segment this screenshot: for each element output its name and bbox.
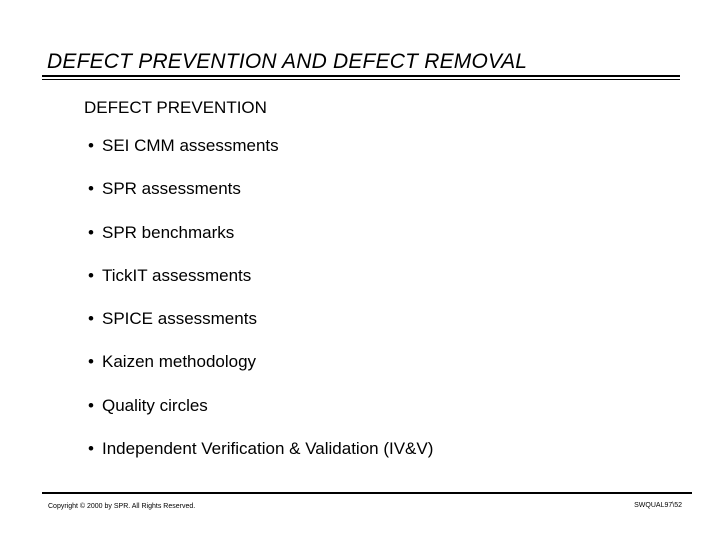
bullet-item: [88, 222, 433, 265]
bullet-list: [88, 135, 433, 481]
bullet-item: [88, 438, 433, 481]
bullet-icon: •: [88, 222, 94, 242]
bullet-text: Kaizen methodology: [102, 352, 257, 372]
slide-code: SWQUAL97\52: [634, 502, 682, 509]
bullet-icon: •: [88, 395, 94, 415]
bullet-item: [88, 395, 433, 438]
bullet-icon: •: [88, 179, 94, 199]
footer-divider: [42, 492, 692, 494]
slide-title: DEFECT PREVENTION AND DEFECT REMOVAL: [47, 50, 528, 73]
title-divider-thin: [42, 79, 680, 80]
title-divider: [42, 75, 680, 77]
bullet-item: [88, 308, 433, 351]
bullet-text: Quality circles: [102, 395, 208, 415]
bullet-icon: •: [88, 136, 94, 155]
bullet-item: [88, 265, 433, 308]
bullet-icon: •: [88, 265, 94, 285]
bullet-item: [88, 135, 433, 178]
bullet-text: Independent Verification & Validation (IV&V): [102, 439, 434, 459]
bullet-text: SEI CMM assessments: [102, 136, 279, 155]
bullet-icon: •: [88, 439, 94, 459]
bullet-item: [88, 178, 433, 221]
copyright-notice: Copyright © 2000 by SPR. All Rights Reserved.: [48, 503, 196, 510]
bullet-text: SPICE assessments: [102, 309, 257, 329]
bullet-text: TickIT assessments: [102, 265, 252, 285]
bullet-icon: •: [88, 352, 94, 372]
bullet-text: SPR benchmarks: [102, 222, 235, 242]
section-heading: DEFECT PREVENTION: [84, 98, 267, 117]
bullet-icon: •: [88, 309, 94, 329]
bullet-item: [88, 351, 433, 394]
bullet-text: SPR assessments: [102, 179, 241, 199]
